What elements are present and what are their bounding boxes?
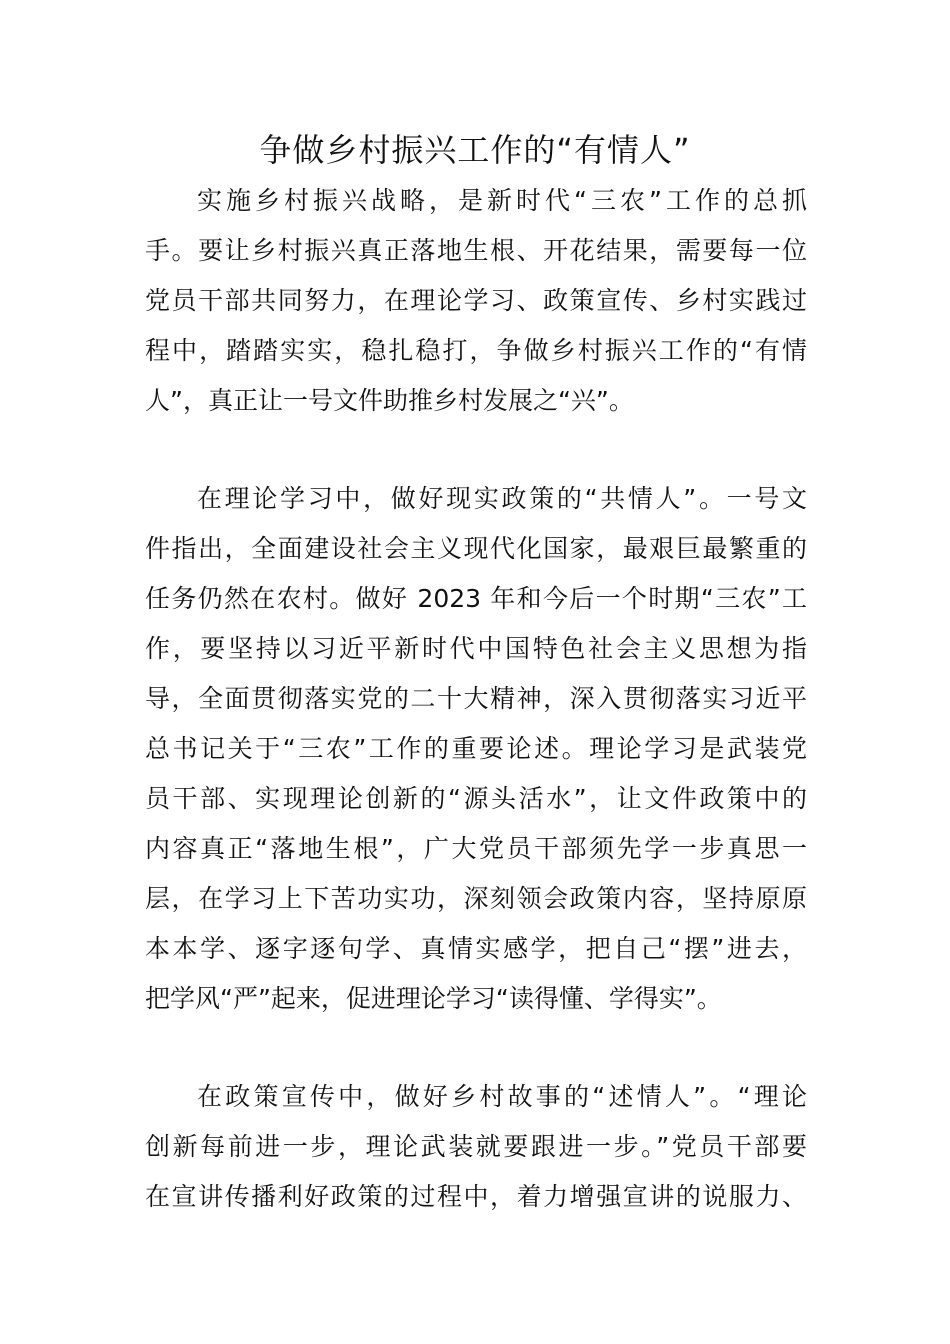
paragraph-line: 在理论学习中，做好现实政策的“共情人”。一号文 — [197, 484, 807, 513]
paragraph-theory-study — [145, 474, 807, 1024]
paragraph-line: 把学风“严”起来，促进理论学习“读得懂、学得实”。 — [145, 984, 722, 1013]
document-title: 争做乡村振兴工作的“有情人” — [259, 131, 691, 169]
paragraph-line: 在宣讲传播利好政策的过程中，着力增强宣讲的说服力、 — [145, 1182, 807, 1211]
paragraph-line: 人”，真正让一号文件助推乡村发展之“兴”。 — [145, 386, 634, 415]
paragraph-line: 员干部、实现理论创新的“源头活水”，让文件政策中的 — [145, 784, 807, 813]
paragraph-line: 程中，踏踏实实，稳扎稳打，争做乡村振兴工作的“有情 — [145, 336, 807, 365]
paragraph-line: 手。要让乡村振兴真正落地生根、开花结果，需要每一位 — [145, 236, 807, 265]
paragraph-line: 导，全面贯彻落实党的二十大精神，深入贯彻落实习近平 — [145, 684, 807, 713]
paragraph-line: 党员干部共同努力，在理论学习、政策宣传、乡村实践过 — [145, 286, 807, 315]
paragraph-line: 任务仍然在农村。做好 2023 年和今后一个时期“三农”工 — [145, 584, 807, 613]
paragraph-line: 实施乡村振兴战略，是新时代“三农”工作的总抓 — [197, 186, 807, 215]
paragraph-line: 件指出，全面建设社会主义现代化国家，最艰巨最繁重的 — [145, 534, 807, 563]
paragraph-line: 内容真正“落地生根”，广大党员干部须先学一步真思一 — [145, 834, 807, 863]
paragraph-line: 创新每前进一步，理论武装就要跟进一步。”党员干部要 — [145, 1132, 807, 1161]
paragraph-line: 总书记关于“三农”工作的重要论述。理论学习是武装党 — [145, 734, 807, 763]
paragraph-line: 作，要坚持以习近平新时代中国特色社会主义思想为指 — [145, 634, 807, 663]
paragraph-line: 层，在学习上下苦功实功，深刻领会政策内容，坚持原原 — [145, 884, 807, 913]
paragraph-line: 在政策宣传中，做好乡村故事的“述情人”。“理论 — [197, 1082, 807, 1111]
paragraph-line: 本本学、逐字逐句学、真情实感学，把自己“摆”进去， — [145, 934, 807, 963]
paragraph-policy-publicity — [145, 1072, 807, 1222]
paragraph-intro — [145, 176, 807, 426]
